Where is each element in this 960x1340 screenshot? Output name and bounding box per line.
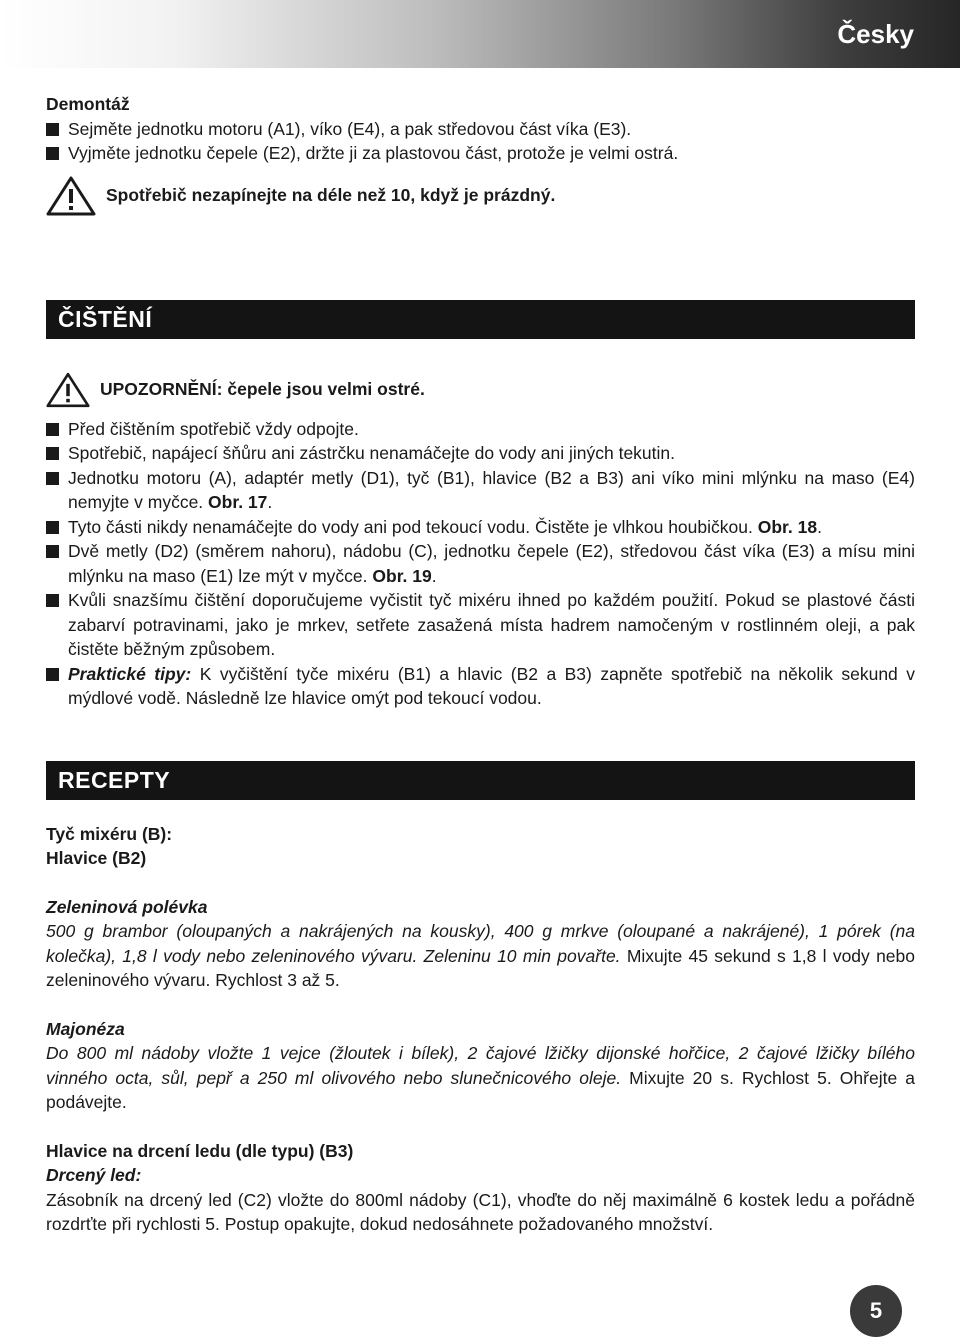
figure-reference: Obr. 19 — [372, 565, 432, 586]
figure-reference: Obr. 18 — [757, 516, 818, 537]
recipe-title: Zeleninová polévka — [46, 896, 208, 917]
recipe-title: Hlavice na drcení ledu (dle typu) (B3) — [46, 1140, 354, 1161]
demontaz-list — [46, 117, 915, 166]
section-header-cisteni: ČIŠTĚNÍ — [46, 300, 915, 339]
bullet-square-icon — [46, 521, 59, 534]
recipe-ingredients: Do 800 ml nádoby vložte 1 vejce (žloutek i bílek), 2 čajové lžičky dijonské hořčice, 2 čajové lžičky bílého vinného octa, sůl, pepř a 250 ml olivového nebo slunečnicového oleje. — [46, 1043, 915, 1088]
warning-triangle-icon — [46, 371, 90, 409]
list-item-text: Tyto části nikdy nenamáčejte do vody ani pod tekoucí vodu. Čistěte je vlhkou houbičkou. — [68, 516, 758, 537]
recipe-subtitle: Drcený led: — [46, 1165, 142, 1185]
list-item-text: Vyjměte jednotku čepele (E2), držte ji za plastovou část, protože je velmi ostrá. — [68, 143, 679, 163]
list-item — [46, 466, 915, 515]
bullet-square-icon — [46, 545, 59, 558]
recipe-title: Majonéza — [46, 1018, 125, 1039]
top-banner — [0, 0, 960, 68]
bullet-square-icon — [46, 472, 59, 485]
cisteni-warning — [46, 371, 915, 409]
subtitle: Tyč mixéru (B): — [46, 823, 173, 844]
recepty-subtitles — [46, 822, 915, 871]
punctuation: . — [817, 516, 822, 537]
bullet-square-icon — [46, 423, 59, 436]
bullet-square-icon — [46, 447, 59, 460]
bullet-square-icon — [46, 147, 59, 160]
cisteni-list — [46, 417, 915, 711]
bullet-square-icon — [46, 668, 59, 681]
recipe-ingredients: 500 g brambor (oloupaných a nakrájených na kousky), 400 g mrkve (oloupané a nakrájené), 1 pórek (na kolečka), 1,8 l vody nebo zeleninového vývaru. Zeleninu 10 min povařte. — [46, 921, 915, 966]
recipe-vegetable-soup — [46, 895, 915, 993]
list-item-text: Kvůli snazšímu čištění doporučujeme vyčistit tyč mixéru ihned po každém použití. Pokud se plastové části zabarví potravinami, jako je mrkev, setřete zasažená místa hadrem namočeným v rostlinném oleji, a pak čistěte běžným způsobem. — [68, 590, 915, 659]
list-item — [46, 588, 915, 662]
page-number-badge: 5 — [850, 1285, 902, 1337]
list-item-text: Sejměte jednotku motoru (A1), víko (E4), a pak středovou část víka (E3). — [68, 118, 632, 139]
recipe-mayonnaise — [46, 1017, 915, 1115]
list-item — [46, 141, 915, 166]
list-item-text: Před čištěním spotřebič vždy odpojte. — [68, 418, 359, 439]
list-item-text: Dvě metly (D2) (směrem nahoru), nádobu (C), jednotku čepele (E2), středovou část víka (E3) a mísu mini mlýnku na maso (E1) lze mýt v myčce. — [68, 541, 915, 586]
subtitle: Hlavice (B2) — [46, 848, 147, 868]
recipe-text — [46, 919, 915, 993]
recipe-text: Zásobník na drcený led (C2) vložte do 800ml nádoby (C1), vhoďte do něj maximálně 6 kostek ledu a pořádně rozdrťte při rychlosti 5. Postup opakujte, dokud nedosáhnete požadovaného množství. — [46, 1189, 915, 1234]
list-item — [46, 539, 915, 588]
warning-text: UPOZORNĚNÍ: čepele jsou velmi ostré. — [100, 379, 425, 400]
page-content — [46, 92, 915, 1237]
recipe-instructions: Mixujte 20 s. Rychlost 5. Ohřejte a podávejte. — [46, 1067, 915, 1112]
demontaz-heading: Demontáž — [46, 94, 130, 114]
demontaz-warning — [46, 176, 915, 216]
figure-reference: Obr. 17 — [208, 492, 268, 512]
punctuation: . — [267, 492, 273, 512]
recipe-text — [46, 1041, 915, 1115]
list-item — [46, 117, 915, 142]
punctuation: . — [431, 565, 437, 586]
bullet-square-icon — [46, 594, 59, 607]
recipe-crushed-ice — [46, 1139, 915, 1237]
list-item — [46, 515, 915, 540]
language-label: Česky — [837, 19, 914, 49]
warning-triangle-icon — [46, 176, 96, 216]
list-item-text: Jednotku motoru (A), adaptér metly (D1), tyč (B1), hlavice (B2 a B3) ani víko mini mlýnku na maso (E4) nemyjte v myčce. — [68, 467, 915, 512]
list-item-text: Spotřebič, napájecí šňůru ani zástrčku nenamáčejte do vody ani jiných tekutin. — [68, 443, 676, 463]
bullet-square-icon — [46, 123, 59, 136]
list-item — [46, 417, 915, 442]
tip-label: Praktické tipy: — [68, 663, 192, 684]
recipe-instructions: Mixujte 45 sekund s 1,8 l vody nebo zeleninového vývaru. Rychlost 3 až 5. — [46, 945, 915, 990]
warning-text: Spotřebič nezapínejte na déle než 10, když je prázdný. — [106, 185, 556, 206]
list-item-text: K vyčištění tyče mixéru (B1) a hlavic (B2 a B3) zapněte spotřebič na několik sekund v mýdlové vodě. Následně lze hlavice omýt pod tekoucí vodou. — [68, 663, 915, 708]
list-item — [46, 662, 915, 711]
section-header-recepty: RECEPTY — [46, 761, 915, 800]
list-item — [46, 441, 915, 466]
